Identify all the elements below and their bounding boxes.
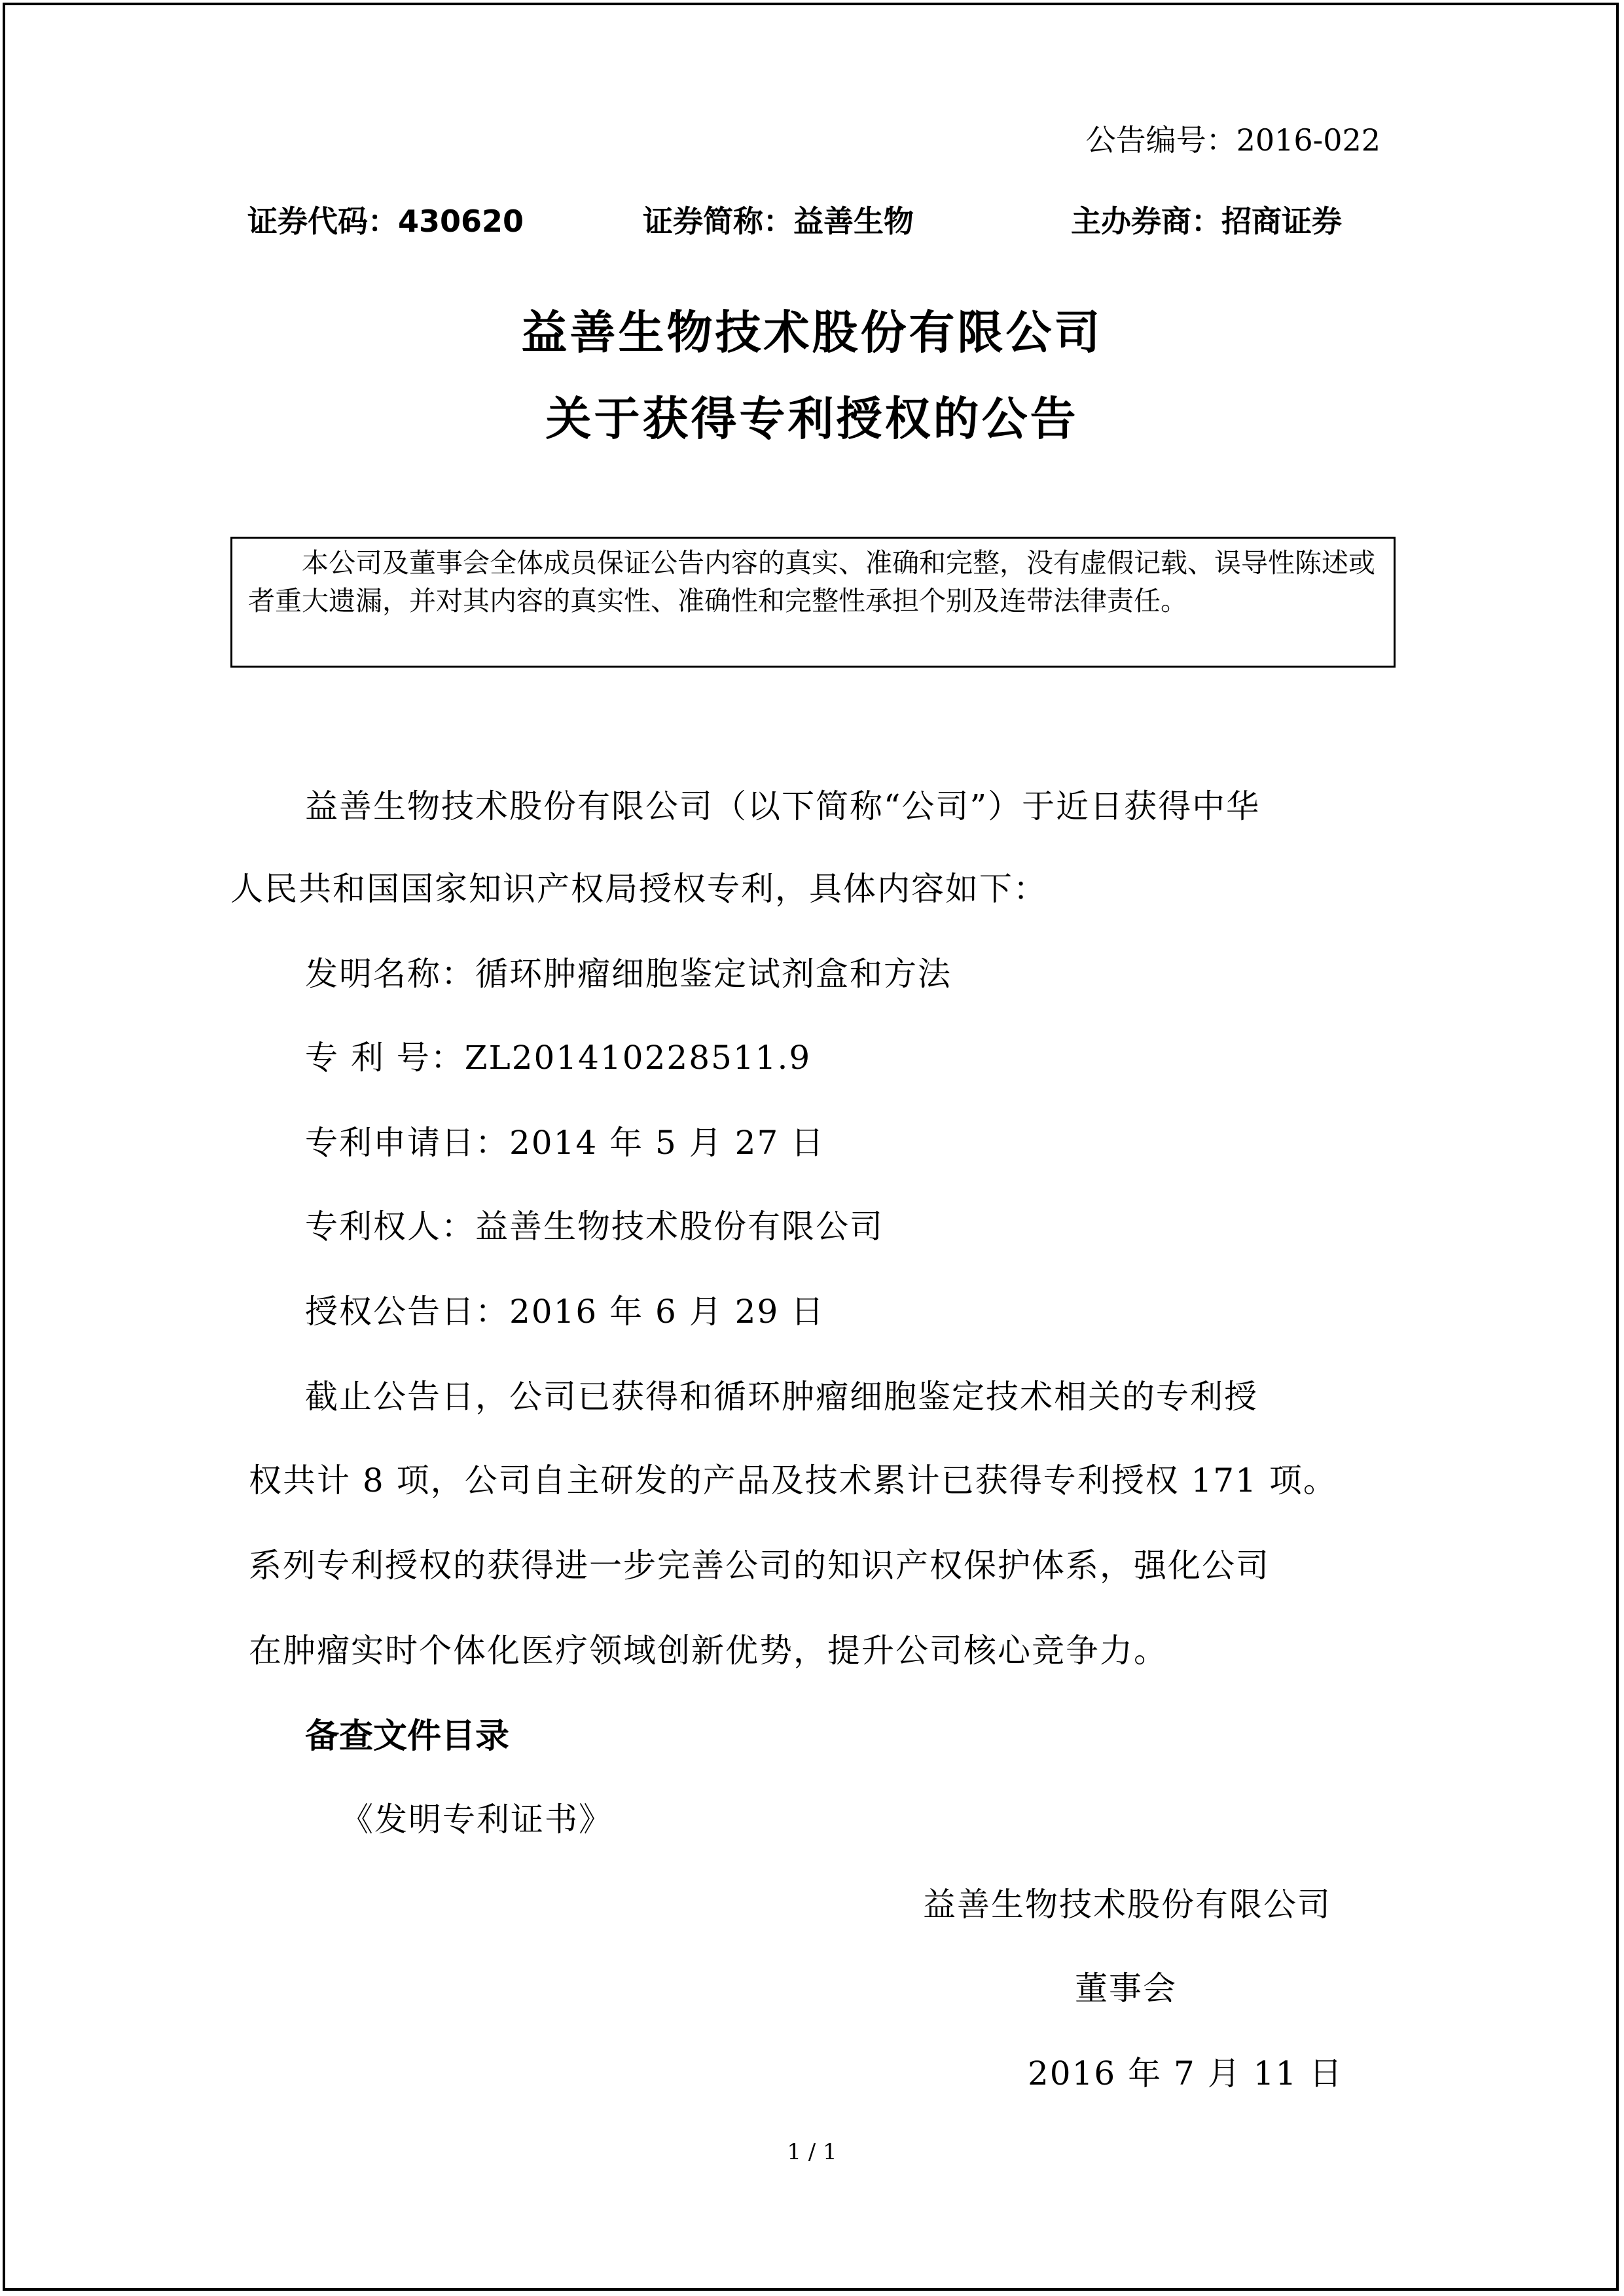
- intro-paragraph-line1: 益善生物技术股份有限公司（以下简称“公司”）于近日获得中华: [305, 787, 1261, 825]
- summary-line2: 权共计 8 项，公司自主研发的产品及技术累计已获得专利授权 171 项。: [249, 1462, 1337, 1499]
- summary-line1: 截止公告日，公司已获得和循环肿瘤细胞鉴定技术相关的专利授: [305, 1378, 1258, 1416]
- grant-date: 授权公告日：2016 年 6 月 29 日: [305, 1293, 825, 1331]
- summary-line4: 在肿瘤实时个体化医疗领域创新优势，提升公司核心竞争力。: [249, 1632, 1168, 1670]
- announcement-number: 公告编号：2016-022: [1085, 122, 1380, 158]
- signature-board: 董事会: [1075, 1969, 1177, 2007]
- reference-doc-item: 《发明专利证书》: [340, 1801, 613, 1839]
- intro-paragraph-line2: 人民共和国国家知识产权局授权专利，具体内容如下：: [230, 870, 1047, 908]
- disclaimer-box: 本公司及董事会全体成员保证公告内容的真实、准确和完整，没有虚假记载、误导性陈述或者重大遗漏，并对其内容的真实性、准确性和完整性承担个别及连带法律责任。: [230, 537, 1396, 668]
- security-short-name: 证券简称：益善生物: [643, 204, 914, 239]
- sponsor-broker: 主办券商：招商证券: [1071, 204, 1342, 239]
- patentee: 专利权人：益善生物技术股份有限公司: [305, 1208, 884, 1246]
- reference-docs-heading: 备查文件目录: [305, 1717, 510, 1756]
- signature-company: 益善生物技术股份有限公司: [923, 1886, 1331, 1924]
- signature-date: 2016 年 7 月 11 日: [1028, 2054, 1344, 2092]
- summary-line3: 系列专利授权的获得进一步完善公司的知识产权保护体系，强化公司: [249, 1547, 1270, 1585]
- application-date: 专利申请日：2014 年 5 月 27 日: [305, 1124, 825, 1162]
- page-number: 1 / 1: [787, 2139, 837, 2165]
- document-title-line2: 关于获得专利授权的公告: [545, 392, 1079, 446]
- security-code: 证券代码：430620: [247, 204, 524, 239]
- document-title-line1: 益善生物技术股份有限公司: [521, 306, 1103, 359]
- patent-number: 专 利 号：ZL201410228511.9: [305, 1039, 812, 1077]
- invention-name: 发明名称：循环肿瘤细胞鉴定试剂盒和方法: [305, 955, 952, 993]
